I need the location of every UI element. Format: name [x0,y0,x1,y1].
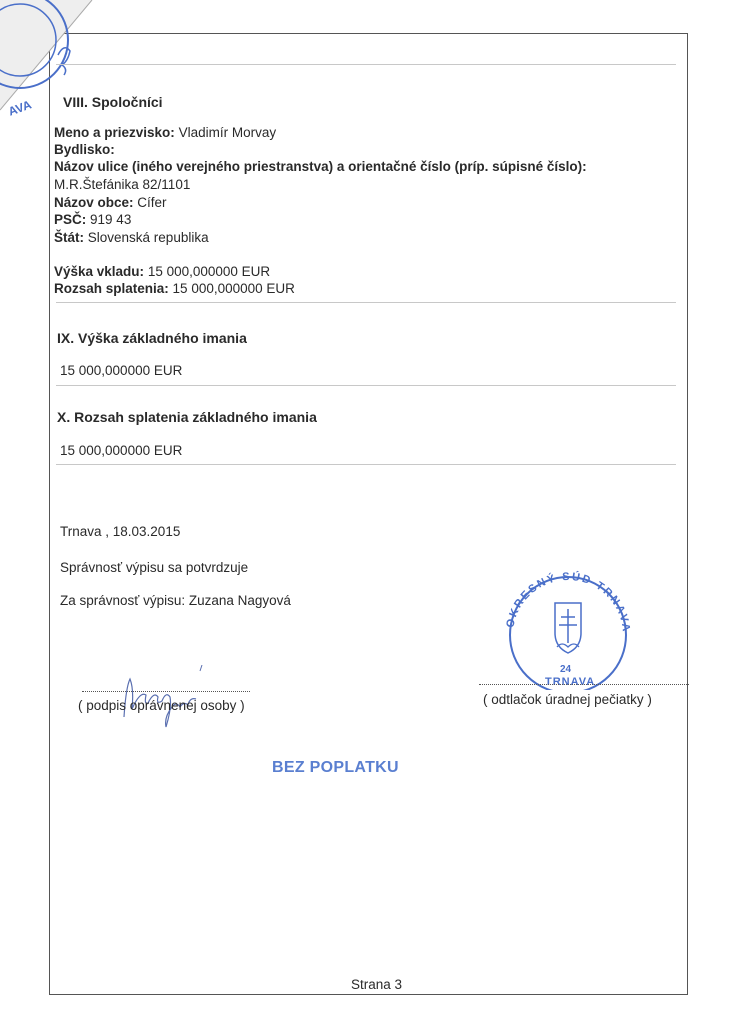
city-row [54,195,167,210]
section9-heading: IX. Výška základného imania [57,330,247,346]
corner-stamp [0,0,110,130]
city-value: Cífer [137,195,167,210]
corner-stamp-text: AVA [6,97,34,119]
city-label: Názov obce: [54,195,134,210]
state-value: Slovenská republika [87,230,209,245]
seal-number: 24 [560,664,572,675]
paid-row [54,281,295,296]
residence-label: Bydlisko: [54,142,115,157]
divider [56,64,676,65]
place-date: Trnava , 18.03.2015 [60,524,181,539]
signature-caption: ( podpis oprávnenej osoby ) [78,698,245,713]
section10-heading: X. Rozsah splatenia základného imania [57,409,317,425]
seal-caption: ( odtlačok úradnej pečiatky ) [483,692,652,707]
name-label: Meno a priezvisko: [54,125,175,140]
section9-value: 15 000,000000 EUR [60,363,183,378]
seal-line [479,684,689,685]
zip-label: PSČ: [54,212,87,227]
street-value: M.R.Štefánika 82/1101 [54,177,191,192]
page-number: Strana 3 [351,977,403,992]
paid-label: Rozsah splatenia: [54,281,169,296]
section8-heading: VIII. Spoločníci [63,94,163,110]
official-seal [493,565,643,690]
fee-stamp: BEZ POPLATKU [272,759,399,776]
seal-bottom-text: TRNAVA [545,676,596,688]
deposit-value: 15 000,000000 EUR [147,264,271,279]
divider [56,302,676,303]
paid-value: 15 000,000000 EUR [172,281,295,296]
name-row [54,125,276,140]
responsible-text: Za správnosť výpisu: Zuzana Nagyová [60,593,291,608]
state-label: Štát: [54,230,84,245]
zip-value: 919 43 [90,212,132,227]
divider [56,385,676,386]
signature-line [82,691,250,692]
deposit-row [54,264,270,279]
state-row [54,230,209,245]
confirm-text: Správnosť výpisu sa potvrdzuje [60,560,249,575]
seal-top-text: OKRESNÝ SÚD TRNAVA [504,570,633,634]
section10-value: 15 000,000000 EUR [60,443,183,458]
deposit-label: Výška vkladu: [54,264,145,279]
zip-row [54,212,131,227]
street-label: Názov ulice (iného verejného priestranstva) a orientačné číslo (príp. súpisné číslo): [54,159,587,174]
name-value: Vladimír Morvay [178,125,277,140]
divider [56,464,676,465]
